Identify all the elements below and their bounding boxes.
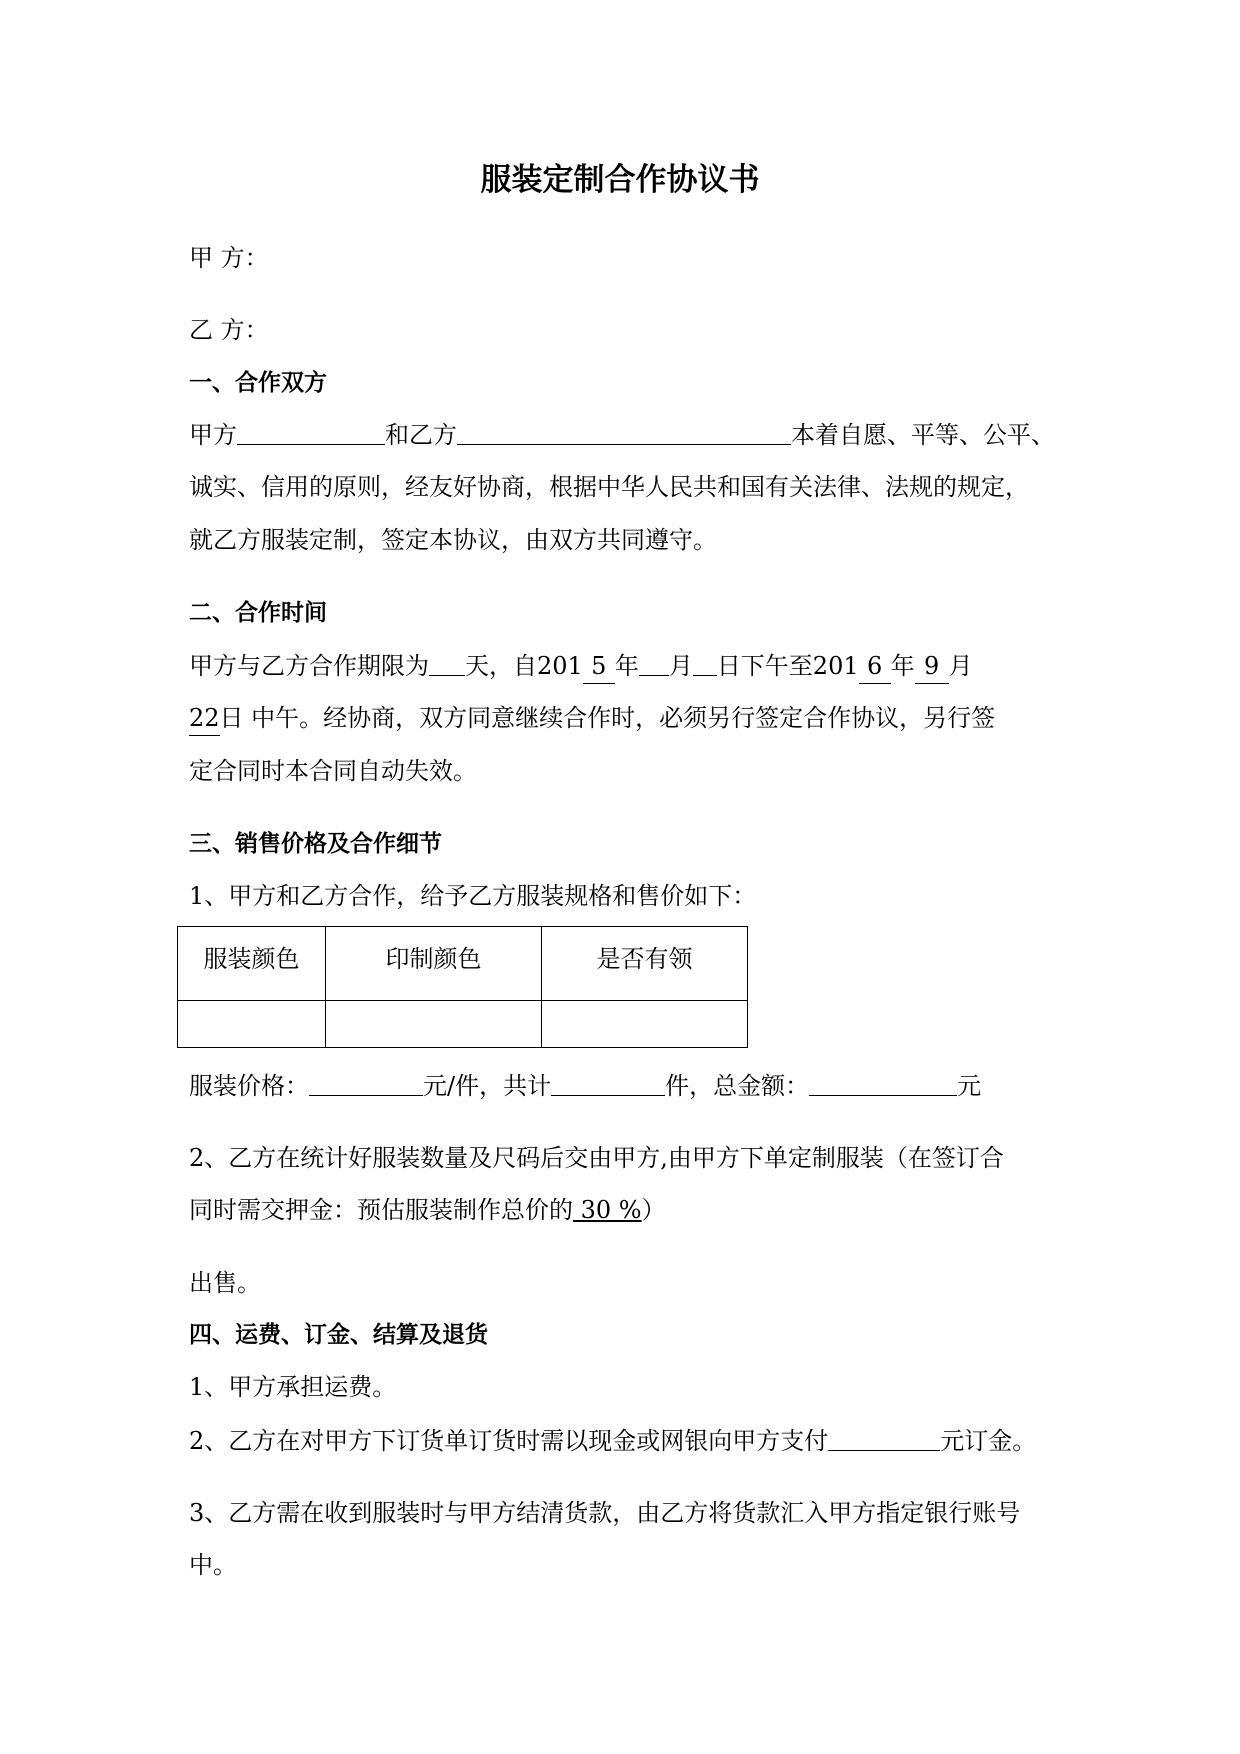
spec-table xyxy=(177,926,748,1048)
price-line xyxy=(189,1068,981,1103)
section-4-item-2 xyxy=(189,1423,1036,1458)
party-a-name-blank[interactable] xyxy=(237,417,385,445)
table-header-row xyxy=(178,927,748,1001)
section-1-line-2: 诚实、信用的原则，经友好协商，根据中华人民共和国有关法律、法规的规定， xyxy=(189,473,1029,501)
text: 月 xyxy=(948,652,973,680)
end-day: 22 xyxy=(189,701,220,736)
text: 件，总金额： xyxy=(665,1072,810,1100)
text: 元 xyxy=(957,1072,982,1100)
unit-price-blank[interactable] xyxy=(309,1068,423,1096)
text: 年 xyxy=(890,652,915,680)
table-header-cell: 印制颜色 xyxy=(326,927,542,1001)
text: 同时需交押金：预估服装制作总价的 xyxy=(189,1196,573,1224)
party-b-label: 乙 方： xyxy=(189,316,269,344)
document-title: 服装定制合作协议书 xyxy=(480,162,760,198)
table-cell-empty[interactable] xyxy=(326,1001,542,1048)
section-4-item-1: 1、甲方承担运费。 xyxy=(189,1373,397,1401)
text: 和乙方 xyxy=(385,421,457,449)
text: 元/件，共计 xyxy=(423,1072,552,1100)
text: 甲方与乙方合作期限为 xyxy=(189,652,429,680)
deposit-amount-blank[interactable] xyxy=(828,1423,940,1451)
section-4-heading: 四、运费、订金、结算及退货 xyxy=(189,1322,488,1348)
text: 元订金。 xyxy=(940,1427,1037,1455)
section-1-line-3: 就乙方服装定制，签定本协议，由双方共同遵守。 xyxy=(189,526,717,554)
section-1-line-1 xyxy=(189,417,1055,452)
start-year-digit: 5 xyxy=(583,649,615,684)
section-2-line-2 xyxy=(189,701,995,736)
party-b-name-blank[interactable] xyxy=(457,417,791,445)
text: 服装价格： xyxy=(189,1072,309,1100)
section-3-item-2-line-3: 出售。 xyxy=(189,1269,261,1297)
days-blank[interactable] xyxy=(429,648,465,676)
section-3-item-2-line-2 xyxy=(189,1193,666,1227)
table-cell-empty[interactable] xyxy=(178,1001,326,1048)
table-row xyxy=(178,1001,748,1048)
start-month-blank[interactable] xyxy=(639,648,669,676)
text: 本着自愿、平等、公平、 xyxy=(791,421,1055,449)
text: 2、乙方在对甲方下订货单订货时需以现金或网银向甲方支付 xyxy=(189,1427,829,1455)
text: 月 xyxy=(668,652,693,680)
total-amount-blank[interactable] xyxy=(809,1068,957,1096)
end-year-digit: 6 xyxy=(859,649,891,684)
section-4-item-3-line-2: 中。 xyxy=(189,1551,237,1579)
text: 天，自201 xyxy=(465,652,583,680)
start-day-blank[interactable] xyxy=(693,648,717,676)
section-2-heading: 二、合作时间 xyxy=(189,600,327,626)
section-2-line-3: 定合同时本合同自动失效。 xyxy=(189,757,477,785)
section-3-heading: 三、销售价格及合作细节 xyxy=(189,831,442,857)
table-header-cell: 是否有领 xyxy=(542,927,748,1001)
text: 日下午至201 xyxy=(716,652,859,680)
section-3-item-2-line-1: 2、乙方在统计好服装数量及尺码后交由甲方,由甲方下单定制服装（在签订合 xyxy=(189,1144,1004,1172)
table-cell-empty[interactable] xyxy=(542,1001,748,1048)
party-a-label: 甲 方： xyxy=(189,244,269,272)
table-header-cell: 服装颜色 xyxy=(178,927,326,1001)
text: 日 中午。经协商，双方同意继续合作时，必须另行签定合作协议，另行签 xyxy=(219,704,996,732)
deposit-percent: 30 % xyxy=(573,1196,642,1224)
section-2-line-1 xyxy=(189,648,973,684)
section-4-item-3-line-1: 3、乙方需在收到服装时与甲方结清货款，由乙方将货款汇入甲方指定银行账号 xyxy=(189,1499,1021,1527)
text: 甲方 xyxy=(189,421,237,449)
section-1-heading: 一、合作双方 xyxy=(189,370,327,396)
end-month: 9 xyxy=(915,649,949,684)
text: 年 xyxy=(614,652,639,680)
quantity-blank[interactable] xyxy=(551,1068,665,1096)
section-3-item-1: 1、甲方和乙方合作，给予乙方服装规格和售价如下： xyxy=(189,882,757,910)
text: ） xyxy=(641,1196,666,1224)
